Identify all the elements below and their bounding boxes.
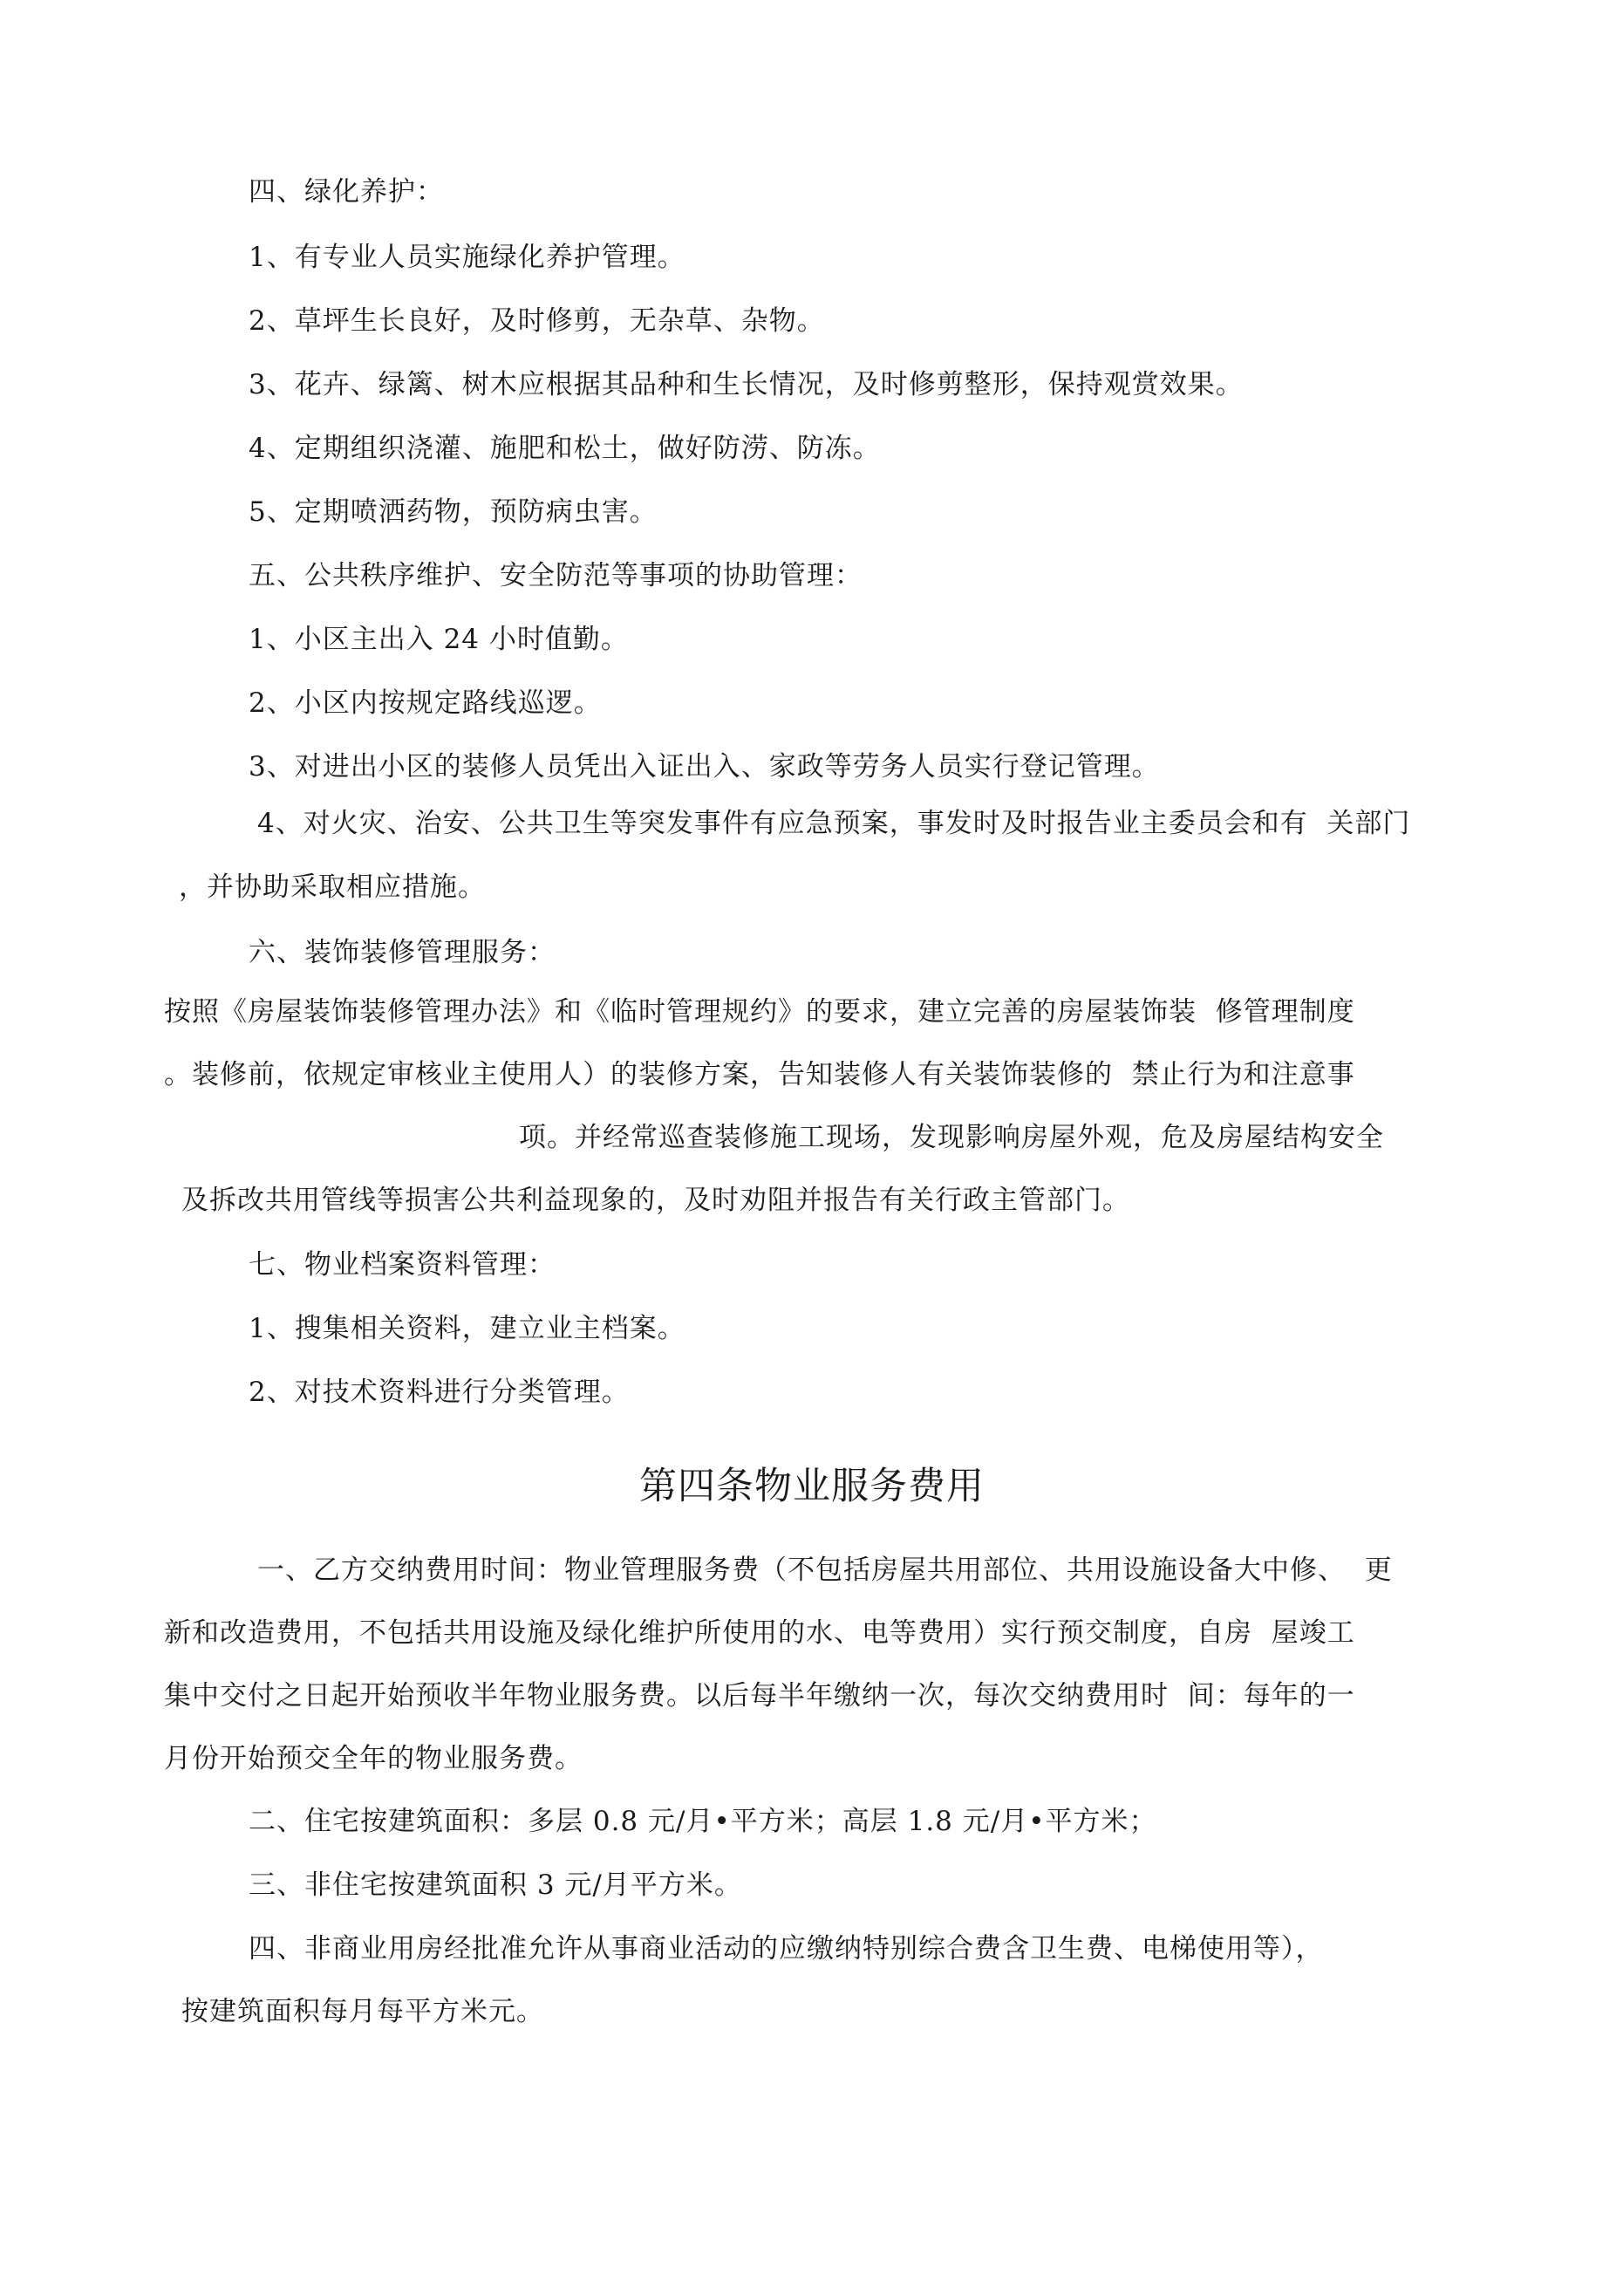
article-4-para-1-line-3: 集中交付之日起开始预收半年物业服务费。以后每半年缴纳一次，每次交纳费用时 间：每年的一	[164, 1680, 1355, 1712]
section-4-item-1: 1、有专业人员实施绿化养护管理。	[249, 242, 685, 273]
section-5-item-2: 2、小区内按规定路线巡逻。	[249, 687, 602, 719]
section-6-line-2: 。装修前，依规定审核业主使用人）的装修方案，告知装修人有关装饰装修的 禁止行为和注意事	[164, 1059, 1355, 1090]
section-4-item-4: 4、定期组织浇灌、施肥和松土，做好防涝、防冻。	[249, 433, 881, 464]
section-5-item-4-line-1: 4、对火灾、治安、公共卫生等突发事件有应急预案，事发时及时报告业主委员会和有 关部门	[257, 808, 1411, 839]
section-4-item-3: 3、花卉、绿篱、树木应根据其品种和生长情况，及时修剪整形，保持观赏效果。	[249, 369, 1244, 400]
article-4-para-1-line-2: 新和改造费用，不包括共用设施及绿化维护所使用的水、电等费用）实行预交制度，自房 屋竣工	[164, 1617, 1355, 1649]
article-4-para-4-line-1: 四、非商业用房经批准允许从事商业活动的应缴纳特别综合费含卫生费、电梯使用等），	[249, 1933, 1324, 1965]
section-5-item-4-line-2: ，并协助采取相应措施。	[179, 871, 486, 903]
article-4-para-1-line-1: 一、乙方交纳费用时间：物业管理服务费（不包括房屋共用部位、共用设施设备大中修、 更	[257, 1555, 1393, 1586]
section-6-line-4: 及拆改共用管线等损害公共利益现象的，及时劝阻并报告有关行政主管部门。	[181, 1185, 1130, 1216]
section-4-item-2: 2、草坪生长良好，及时修剪，无杂草、杂物。	[249, 305, 825, 337]
section-4-item-5: 5、定期喷洒药物，预防病虫害。	[249, 496, 658, 528]
article-4-para-3: 三、非住宅按建筑面积 3 元/月平方米。	[249, 1869, 742, 1901]
section-7-title: 七、物业档案资料管理：	[249, 1249, 556, 1281]
section-7-item-1: 1、搜集相关资料，建立业主档案。	[249, 1313, 685, 1344]
section-5-title: 五、公共秩序维护、安全防范等事项的协助管理：	[249, 560, 863, 591]
section-5-item-1: 1、小区主出入 24 小时值勤。	[249, 624, 629, 655]
article-4-para-2: 二、住宅按建筑面积：多层 0.8 元/月•平方米；高层 1.8 元/月•平方米；	[249, 1806, 1157, 1837]
section-6-line-3: 项。并经常巡查装修施工现场，发现影响房屋外观，危及房屋结构安全	[519, 1122, 1384, 1153]
section-6-line-1: 按照《房屋装饰装修管理办法》和《临时管理规约》的要求，建立完善的房屋装饰装 修管理制度	[164, 996, 1355, 1028]
article-4-para-1-line-4: 月份开始预交全年的物业服务费。	[164, 1743, 583, 1774]
article-4-heading: 第四条物业服务费用	[639, 1465, 985, 1508]
section-7-item-2: 2、对技术资料进行分类管理。	[249, 1377, 630, 1408]
article-4-para-4-line-2: 按建筑面积每月每平方米元。	[181, 1996, 544, 2027]
section-5-item-3: 3、对进出小区的装修人员凭出入证出入、家政等劳务人员实行登记管理。	[249, 751, 1160, 782]
section-6-title: 六、装饰装修管理服务：	[249, 937, 556, 968]
section-4-title: 四、绿化养护：	[249, 176, 444, 208]
